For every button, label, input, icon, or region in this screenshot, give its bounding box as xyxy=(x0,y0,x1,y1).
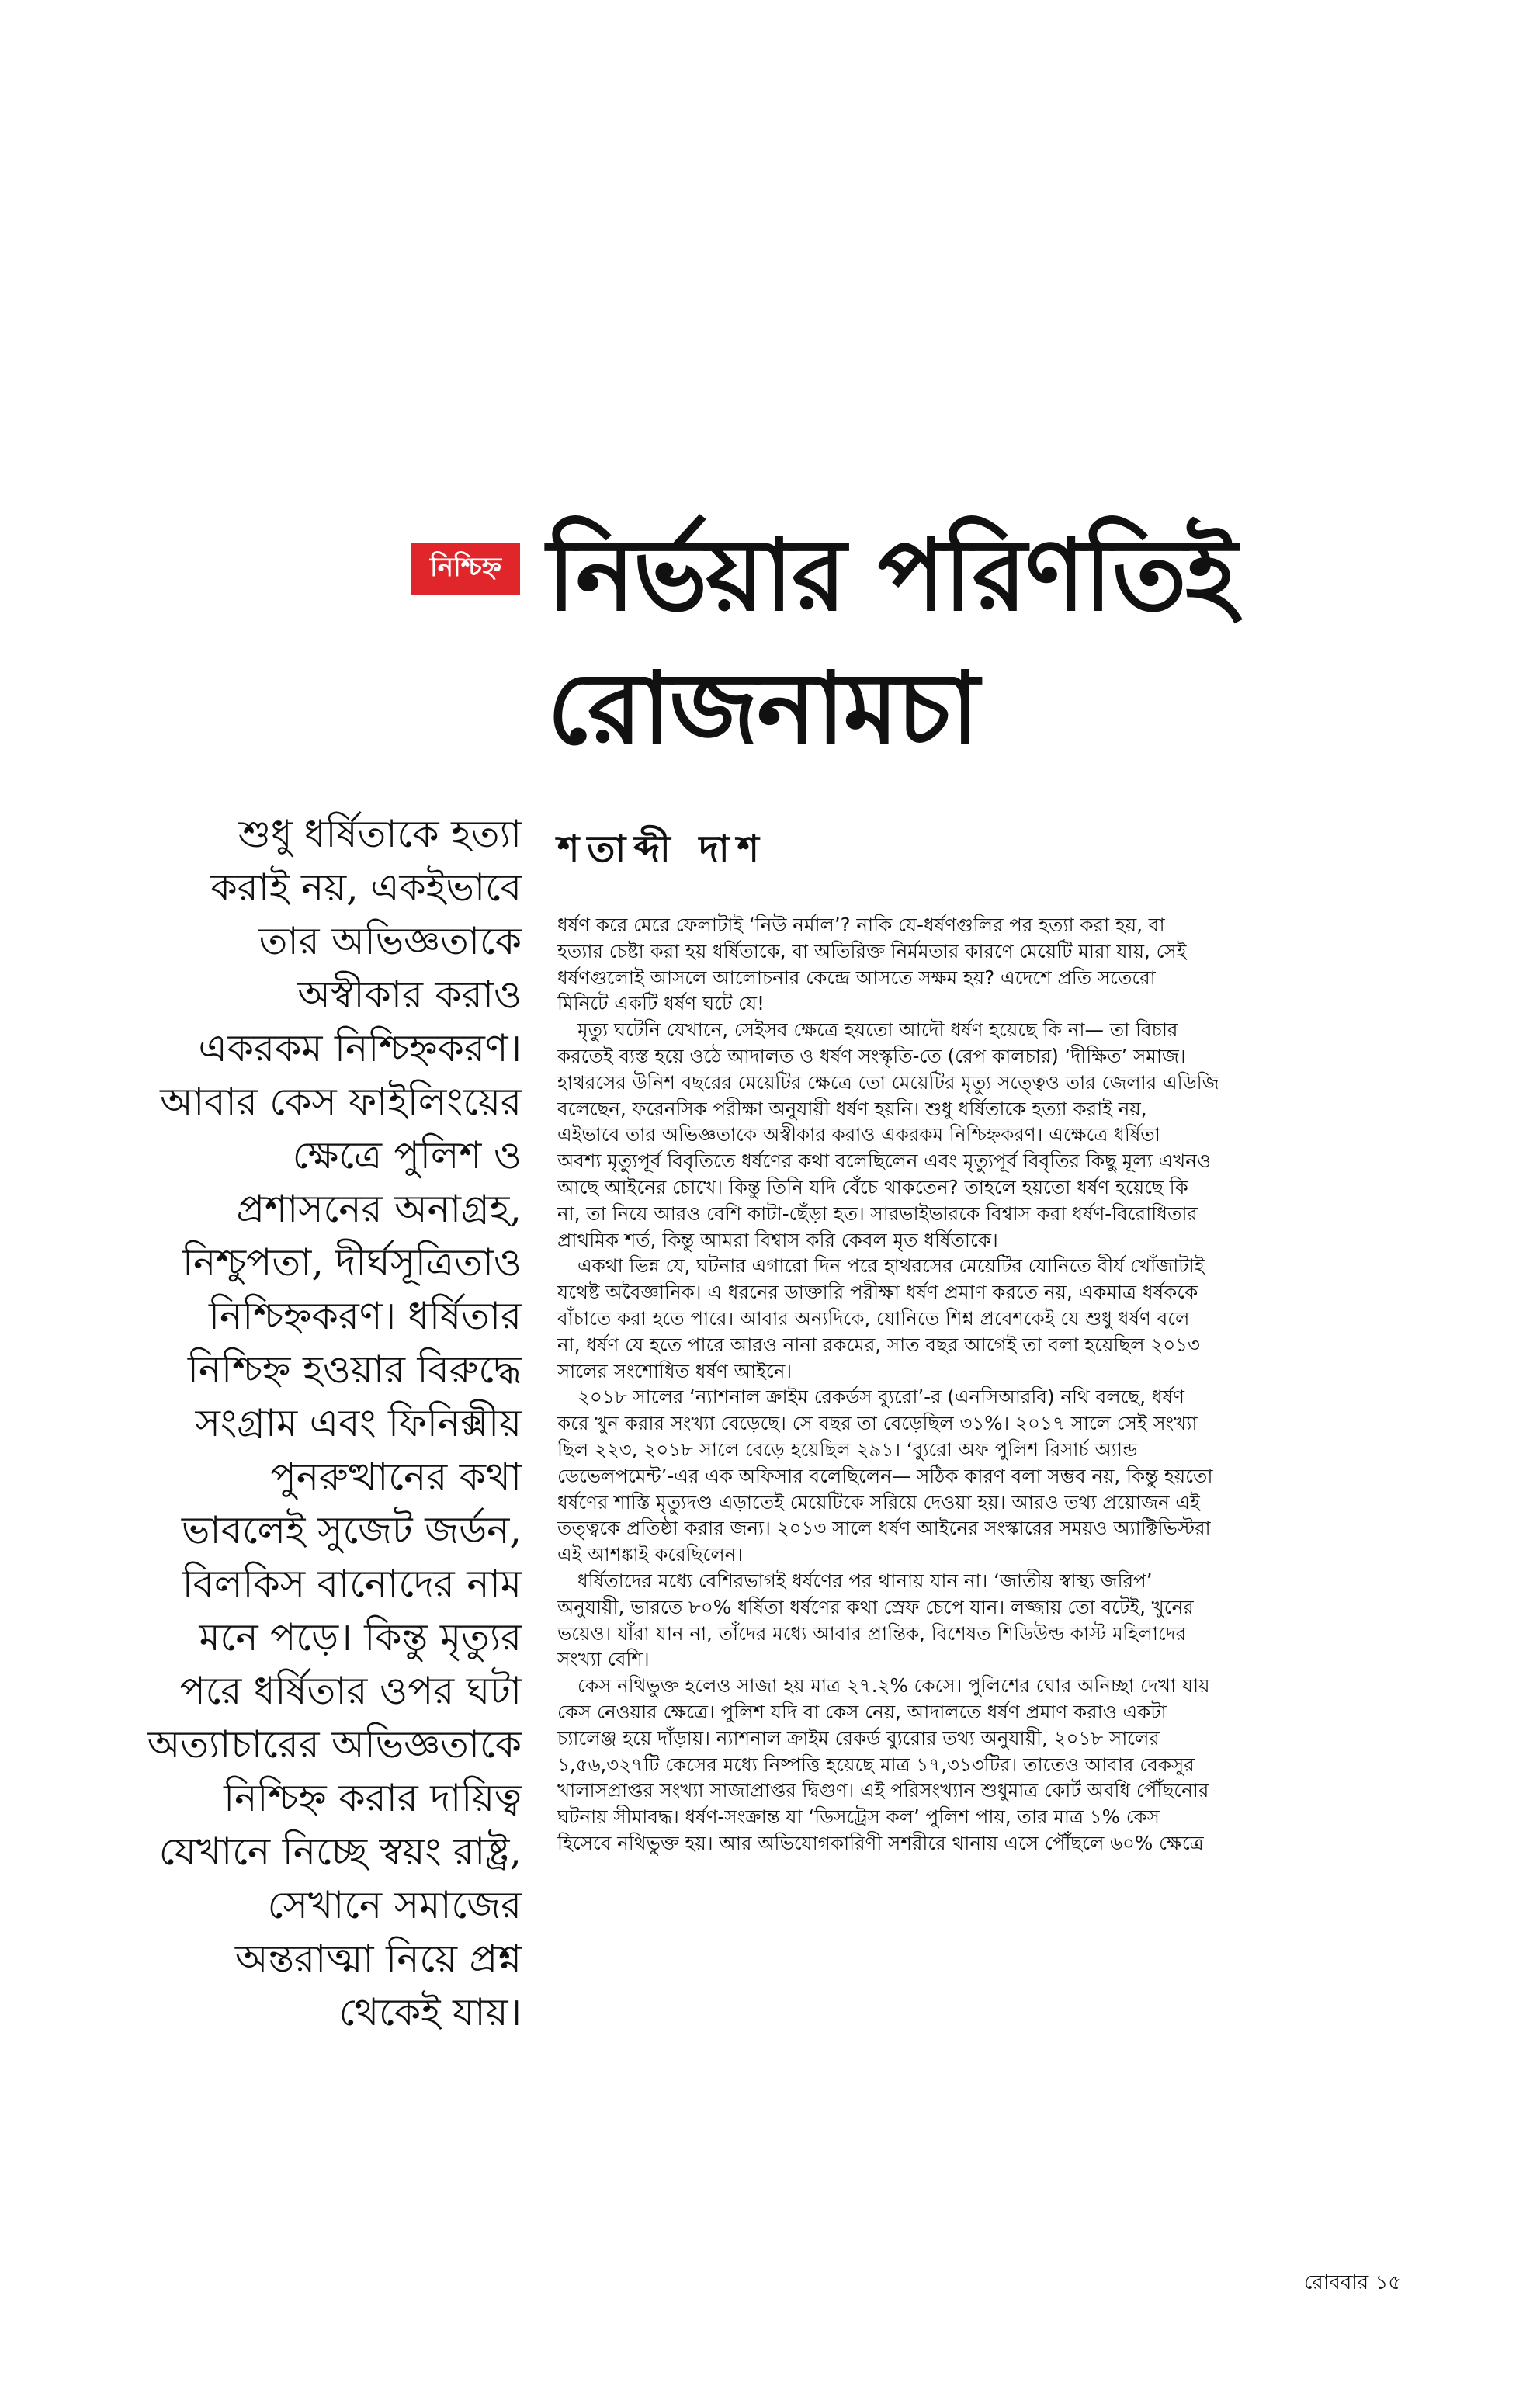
pull-quote-line: নিশ্চিহ্নকরণ। ধর্ষিতার xyxy=(209,1294,522,1338)
body-line: খালাসপ্রাপ্তর সংখ্যা সাজাপ্রাপ্তর দ্বিগুণ। এই পরিসংখ্যান শুধুমাত্র কোর্ট অবধি পৌঁছনোর xyxy=(557,1779,1209,1802)
pull-quote-line: ভাবলেই সুজেট জর্ডন, xyxy=(181,1508,522,1552)
body-line: তত্ত্বকে প্রতিষ্ঠা করার জন্য। ২০১৩ সালে ধর্ষণ আইনের সংস্কারের সময়ও অ্যাক্টিভিস্টরা xyxy=(557,1517,1211,1540)
pull-quote-line: আবার কেস ফাইলিংয়ের xyxy=(160,1080,522,1124)
body-line: ডেভেলপমেন্ট’-এর এক অফিসার বলেছিলেন— সঠিক কারণ বলা সম্ভব নয়, কিন্তু হয়তো xyxy=(557,1464,1213,1487)
body-line: ধর্ষণ করে মেরে ফেলাটাই ‘নিউ নর্মাল’? নাকি যে-ধর্ষণগুলির পর হত্যা করা হয়, বা xyxy=(557,914,1165,936)
body-line: চ্যালেঞ্জ হয়ে দাঁড়ায়। ন্যাশনাল ক্রাইম রেকর্ড ব্যুরোর তথ্য অনুযায়ী, ২০১৮ সালের xyxy=(557,1726,1160,1750)
pull-quote-line: বিলকিস বানোদের নাম xyxy=(182,1562,522,1606)
pull-quote-line: সংগ্রাম এবং ফিনিক্সীয় xyxy=(195,1401,522,1445)
body-line: ১,৫৬,৩২৭টি কেসের মধ্যে নিষ্পত্তি হয়েছে মাত্র ১৭,৩১৩টির। তাতেও আবার বেকসুর xyxy=(557,1753,1195,1776)
headline-line-1: নির্ভয়ার পরিণতিই xyxy=(547,517,1236,633)
body-line: কেস নেওয়ার ক্ষেত্রে। পুলিশ যদি বা কেস নেয়, আদালতে ধর্ষণ প্রমাণ করাও একটা xyxy=(557,1700,1167,1723)
body-line: প্রাথমিক শর্ত, কিন্তু আমরা বিশ্বাস করি কেবল মৃত ধর্ষিতাকে। xyxy=(557,1228,998,1251)
body-line: অবশ্য মৃত্যুপূর্ব বিবৃতিতে ধর্ষণের কথা বলেছিলেন এবং মৃত্যুপূর্ব বিবৃতির কিছু মূল্য এখনও xyxy=(557,1150,1211,1173)
byline: শতাব্দী দাশ xyxy=(557,827,768,871)
body-line: আছে আইনের চোখে। কিন্তু তিনি যদি বেঁচে থাকতেন? তাহলে হয়তো ধর্ষণ হয়েছে কি xyxy=(557,1175,1188,1198)
pull-quote-line: যেখানে নিচ্ছে স্বয়ং রাষ্ট্র, xyxy=(158,1829,522,1874)
body-line: ২০১৮ সালের ‘ন্যাশনাল ক্রাইম রেকর্ডস ব্যুরো’-র (এনসিআরবি) নথি বলছে, ধর্ষণ xyxy=(578,1386,1184,1409)
pull-quote-line: নিশ্চিহ্ন করার দায়িত্ব xyxy=(224,1776,522,1820)
pull-quote-line: সেখানে সমাজের xyxy=(267,1883,522,1927)
body-line: কেস নথিভুক্ত হলেও সাজা হয় মাত্র ২৭.২% কেসে। পুলিশের ঘোর অনিচ্ছা দেখা যায় xyxy=(578,1674,1210,1698)
pull-quote-line: প্রশাসনের অনাগ্রহ, xyxy=(236,1187,522,1231)
body-line: হত্যার চেষ্টা করা হয় ধর্ষিতাকে, বা অতিরিক্ত নির্মমতার কারণে মেয়েটি মারা যায়, সেই xyxy=(557,939,1187,962)
body-line: একথা ভিন্ন যে, ঘটনার এগারো দিন পরে হাথরসের মেয়েটির যোনিতে বীর্য খোঁজাটাই xyxy=(578,1254,1205,1278)
body-line: ধর্ষণগুলোই আসলে আলোচনার কেন্দ্রে আসতে সক্ষম হয়? এদেশে প্রতি সতেরো xyxy=(557,966,1156,989)
article-body xyxy=(557,912,1396,1857)
body-line: যথেষ্ট অবৈজ্ঞানিক। এ ধরনের ডাক্তারি পরীক্ষা ধর্ষণ প্রমাণ করতে নয়, একমাত্র ধর্ষককে xyxy=(557,1281,1198,1304)
body-line: ধর্ষণের শাস্তি মৃত্যুদণ্ড এড়াতেই মেয়েটিকে সরিয়ে দেওয়া হয়। আরও তথ্য প্রয়োজন এই xyxy=(557,1490,1200,1514)
pull-quote-line: নিশ্চুপতা, দীর্ঘসূত্রিতাও xyxy=(182,1240,522,1285)
pull-quote-line: অন্তরাত্মা নিয়ে প্রশ্ন xyxy=(234,1937,522,1981)
body-line: এই আশঙ্কাই করেছিলেন। xyxy=(557,1543,744,1566)
body-line: করে খুন করার সংখ্যা বেড়েছে। সে বছর তা বেড়েছিল ৩১%। ২০১৭ সালে সেই সংখ্যা xyxy=(557,1412,1198,1435)
body-line: না, তা নিয়ে আরও বেশি কাটা-ছেঁড়া হত। সারভাইভারকে বিশ্বাস করা ধর্ষণ-বিরোধিতার xyxy=(557,1202,1198,1225)
body-line: অনুযায়ী, ভারতে ৮০% ধর্ষিতা ধর্ষণের কথা স্রেফ চেপে যান। লজ্জায় তো বটেই, খুনের xyxy=(557,1595,1194,1618)
pull-quote-line: পুনরুত্থানের কথা xyxy=(270,1455,522,1499)
body-line: ঘটনায় সীমাবদ্ধ। ধর্ষণ-সংক্রান্ত যা ‘ডিসট্রেস কল’ পুলিশ পায়, তার মাত্র ১% কেস xyxy=(557,1805,1160,1829)
body-line: হিসেবে নথিভুক্ত হয়। আর অভিযোগকারিণী সশরীরে থানায় এসে পৌঁছলে ৬০% ক্ষেত্রে xyxy=(557,1831,1204,1854)
body-line: হাথরসের উনিশ বছরের মেয়েটির ক্ষেত্রে তো মেয়েটির মৃত্যু সত্ত্বেও তার জেলার এডিজি xyxy=(557,1070,1219,1094)
pull-quote-line: শুধু ধর্ষিতাকে হত্যা xyxy=(238,812,522,856)
body-line: ধর্ষিতাদের মধ্যে বেশিরভাগই ধর্ষণের পর থানায় যান না। ‘জাতীয় স্বাস্থ্য জরিপ’ xyxy=(578,1569,1153,1592)
body-line: মৃত্যু ঘটেনি যেখানে, সেইসব ক্ষেত্রে হয়তো আদৌ ধর্ষণ হয়েছে কি না— তা বিচার xyxy=(578,1018,1178,1042)
section-tag: নিশ্চিহ্ন xyxy=(411,543,520,595)
pull-quote-line: করাই নয়, একইভাবে xyxy=(210,865,522,910)
body-line: ভয়েও। যাঁরা যান না, তাঁদের মধ্যে আবার প্রান্তিক, বিশেষত শিডিউল্ড কাস্ট মহিলাদের xyxy=(557,1621,1187,1645)
body-line: এইভাবে তার অভিজ্ঞতাকে অস্বীকার করাও একরকম নিশ্চিহ্নকরণ। এক্ষেত্রে ধর্ষিতা xyxy=(557,1123,1160,1146)
pull-quote-line: পরে ধর্ষিতার ওপর ঘটা xyxy=(179,1669,522,1713)
body-line: না, ধর্ষণ যে হতে পারে আরও নানা রকমের, সাত বছর আগেই তা বলা হয়েছিল ২০১৩ xyxy=(557,1333,1200,1356)
pull-quote-line: মনে পড়ে। কিন্তু মৃত্যুর xyxy=(199,1615,522,1659)
pull-quote-line: থেকেই যায়। xyxy=(338,1990,522,2034)
body-line: সংখ্যা বেশি। xyxy=(557,1648,650,1671)
headline xyxy=(547,508,1517,775)
pull-quote-line: নিশ্চিহ্ন হওয়ার বিরুদ্ধে xyxy=(187,1347,522,1392)
pull-quote xyxy=(116,807,522,2039)
page-folio: রোববার ১৫ xyxy=(1304,2271,1402,2294)
body-line: করতেই ব্যস্ত হয়ে ওঠে আদালত ও ধর্ষণ সংস্কৃতি-তে (রেপ কালচার) ‘দীক্ষিত’ সমাজ। xyxy=(557,1044,1186,1067)
body-line: বলেছেন, ফরেনসিক পরীক্ষা অনুযায়ী ধর্ষণ হয়নি। শুধু ধর্ষিতাকে হত্যা করাই নয়, xyxy=(557,1097,1147,1120)
headline-line-2: রোজনামচা xyxy=(547,650,978,767)
pull-quote-line: তার অভিজ্ঞতাকে xyxy=(258,919,522,963)
body-line: মিনিটে একটি ধর্ষণ ঘটে যে! xyxy=(557,992,765,1015)
pull-quote-line: ক্ষেত্রে পুলিশ ও xyxy=(292,1133,522,1177)
body-line: বাঁচাতে করা হতে পারে। আবার অন্যদিকে, যোনিতে শিশ্ন প্রবেশকেই যে শুধু ধর্ষণ বলে xyxy=(557,1306,1190,1330)
body-line: সালের সংশোধিত ধর্ষণ আইনে। xyxy=(557,1359,793,1382)
pull-quote-line: একরকম নিশ্চিহ্নকরণ। xyxy=(198,1026,522,1070)
body-line: ছিল ২২৩, ২০১৮ সালে বেড়ে হয়েছিল ২৯১। ‘ব্যুরো অফ পুলিশ রিসার্চ অ্যান্ড xyxy=(557,1438,1138,1461)
pull-quote-line: অত্যাচারের অভিজ্ঞতাকে xyxy=(147,1722,522,1767)
pull-quote-line: অস্বীকার করাও xyxy=(297,973,522,1017)
